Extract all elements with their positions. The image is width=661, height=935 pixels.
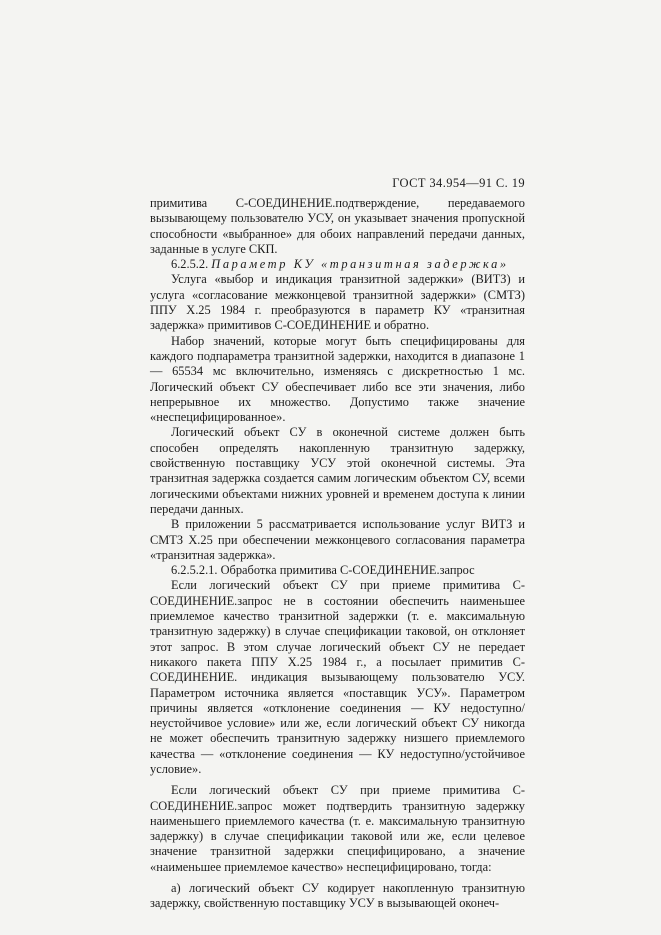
paragraph: Если логический объект СУ при приеме примитива С-СОЕДИНЕНИЕ.запрос может подтвердить транзитную задержку наименьшего приемлемого качества (т. е. максимальную транзитную задержку) в случае спецификации таковой или же, если целевое значение транзитной задержки специфицировано, а значение «наименьшее приемлемое качество» неспецифицировано, тогда: [150,783,525,874]
paragraph: примитива С-СОЕДИНЕНИЕ.подтверждение, передаваемого вызывающему пользователю УСУ, он указывает значения пропускной способности «выбранное» для обоих направлений передачи данных, заданные в услуге СКП. [150,196,525,256]
paragraph: Набор значений, которые могут быть специфицированы для каждого подпараметра транзитной задержки, находится в диапазоне 1 — 65534 мс включительно, изменяясь с дискретностью 1 мс. Логический объект СУ обеспечивает либо все эти значения, либо непрерывное их множество. Допустимо также значение «неспецифицированное». [150,333,525,425]
section-number: 6.2.5.2. [171,257,209,272]
paragraph: Логический объект СУ в оконечной системе должен быть способен определять накопленную транзитную задержку, свойственную поставщику УСУ этой оконечной системы. Эта транзитная задержка создается самим логическим объектом СУ, всеми логическими объектами нижних уровней и временем доступа к линии передачи данных. [150,425,525,516]
running-header: ГОСТ 34.954—91 С. 19 [392,176,525,190]
list-item: а) логический объект СУ кодирует накопленную транзитную задержку, свойственную поставщику УСУ в вызывающей оконеч- [150,881,525,911]
page-body [150,196,525,912]
paragraph: Если логический объект СУ при приеме примитива С-СОЕДИНЕНИЕ.запрос не в состоянии обеспечить наименьшее приемлемое качество транзитной задержки (т. е. максимальную транзитную задержку) в случае спецификации таковой, он отклоняет этот запрос. В этом случае логический объект СУ не передает никакого пакета ППУ Х.25 1984 г., а посылает примитив С-СОЕДИНЕНИЕ. индикация вызывающему пользователю УСУ. Параметром источника является «поставщик УСУ». Параметром причины является «отклонение соединения — КУ недоступно/неустойчивое условие» или же, если логический объект СУ никогда не может обеспечить транзитную задержку низшего приемлемого качества — «отклонение соединения — КУ недоступно/устойчивое условие». [150,578,525,776]
paragraph: Услуга «выбор и индикация транзитной задержки» (ВИТЗ) и услуга «согласование межконцевой транзитной задержки» (СМТЗ) ППУ Х.25 1984 г. преобразуются в параметр КУ «транзитная задержка» примитивов С-СОЕДИНЕНИЕ и обратно. [150,272,525,333]
subsection-heading: 6.2.5.2.1. Обработка примитива С-СОЕДИНЕНИЕ.запрос [171,563,475,578]
section-title: Параметр КУ «транзитная задержка» [211,257,509,272]
section-heading [150,257,525,272]
paragraph: В приложении 5 рассматривается использование услуг ВИТЗ и СМТЗ Х.25 при обеспечении межконцевого согласования параметра «транзитная задержка». [150,517,525,562]
